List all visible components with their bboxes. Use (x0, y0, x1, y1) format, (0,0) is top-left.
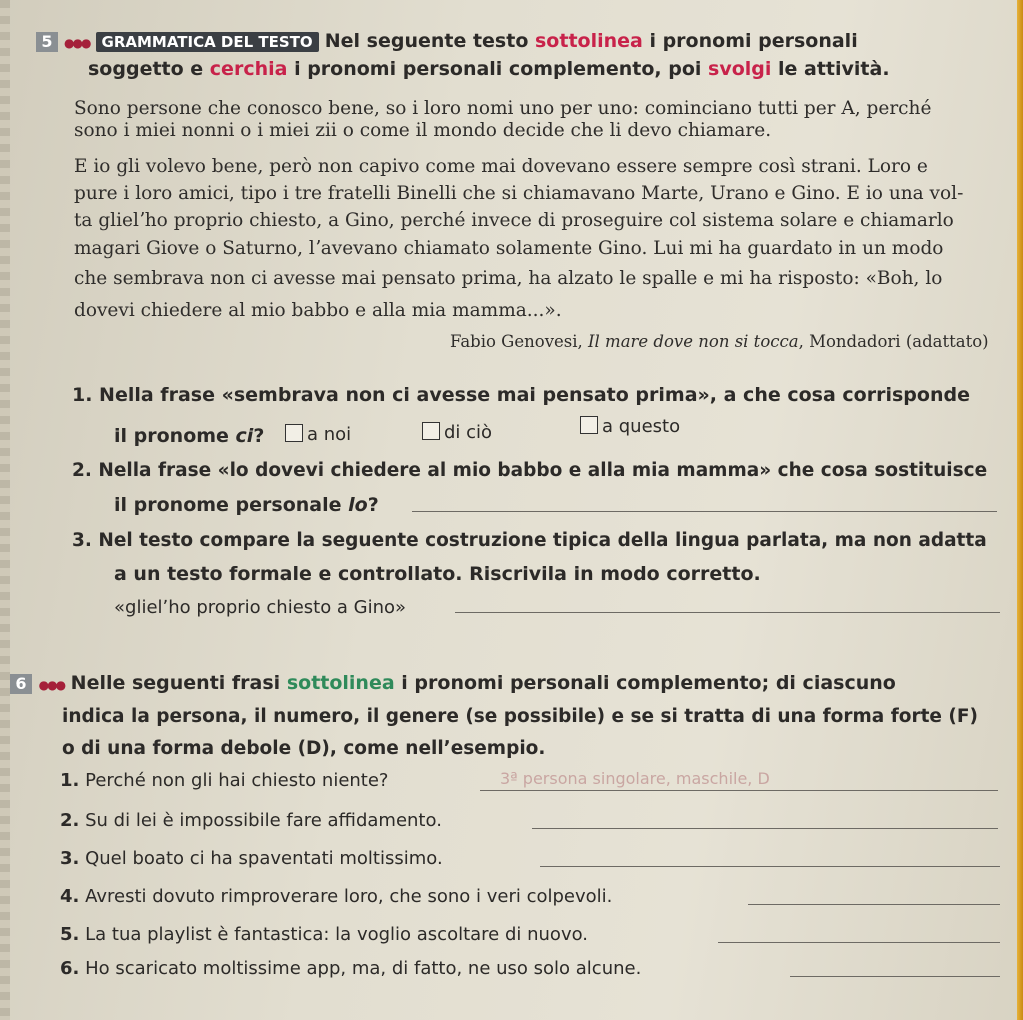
question-3-line2: a un testo formale e controllato. Riscrivila in modo corretto. (114, 563, 761, 585)
ex6-number: 6 (10, 674, 32, 694)
answer-line-item-1[interactable] (480, 790, 998, 791)
question-2: 2. Nella frase «lo dovevi chiedere al mio babbo e alla mia mamma» che cosa sostituisce (72, 460, 988, 481)
ex6-header (10, 672, 896, 694)
item-text: Perché non gli hai chiesto niente? (85, 770, 389, 791)
level-dots-icon: ●●● (38, 678, 65, 692)
ex6-instruction: Nelle seguenti frasi (64, 672, 287, 694)
q3-quote: «glielʼho proprio chiesto a Gino» (114, 597, 407, 618)
checkbox-icon[interactable] (285, 424, 303, 442)
passage-line: sono i miei nonni o i miei zii o come il mondo decide che li devo chiamare. (74, 120, 772, 141)
option-a-questo[interactable] (580, 416, 680, 437)
item-5 (60, 924, 588, 945)
level-dots-icon: ●●● (64, 36, 90, 50)
answer-line-item-5[interactable] (718, 942, 1000, 943)
item-text: La tua playlist è fantastica: la voglio ascoltare di nuovo. (85, 924, 589, 945)
item-text: Ho scaricato moltissime app, ma, di fatto, ne uso solo alcune. (85, 958, 642, 979)
keyword-svolgi: svolgi (708, 58, 772, 80)
passage-line: dovevi chiedere al mio babbo e alla mia mamma...». (74, 300, 562, 321)
item-number: 3. (60, 848, 80, 869)
option-a-noi[interactable] (285, 424, 351, 445)
source-publisher: , Mondadori (adattato) (798, 332, 989, 351)
source-author: Fabio Genovesi, (450, 332, 589, 351)
example-answer: 3ª persona singolare, maschile, D (500, 769, 770, 788)
option-di-cio[interactable] (422, 422, 492, 443)
item-text: Avresti dovuto rimproverare loro, che sono i veri colpevoli. (85, 886, 613, 907)
ex5-header (36, 30, 858, 52)
item-number: 6. (60, 958, 80, 979)
item-text: Su di lei è impossibile fare affidamento. (85, 810, 442, 831)
ex6-instruction-cont: i pronomi personali complemento; di ciascuno (394, 672, 896, 694)
q2-pronoun: lo (348, 494, 368, 516)
ex5-instruction-cont: i pronomi personali (642, 30, 858, 52)
spiral-binding (0, 0, 10, 1020)
answer-line-item-3[interactable] (540, 866, 1000, 867)
passage-line: pure i loro amici, tipo i tre fratelli Binelli che si chiamavano Marte, Urano e Gino. E io una vol- (74, 183, 964, 204)
item-number: 4. (60, 886, 80, 907)
checkbox-icon[interactable] (580, 416, 598, 434)
pencil-edge (1017, 0, 1023, 1020)
source-citation (450, 332, 989, 351)
question-1: 1. Nella frase «sembrava non ci avesse mai pensato prima», a che cosa corrisponde (72, 384, 970, 406)
passage-line: ta glielʼho proprio chiesto, a Gino, perché invece di proseguire col sistema solare e chiamarlo (74, 210, 954, 231)
passage-line: che sembrava non ci avesse mai pensato prima, ha alzato le spalle e mi ha risposto: «Boh, lo (74, 268, 943, 289)
grammar-tag: GRAMMATICA DEL TESTO (96, 32, 319, 52)
answer-line-item-4[interactable] (748, 904, 1000, 905)
item-2 (60, 810, 442, 831)
ex6-instruction-line2: indica la persona, il numero, il genere (se possibile) e se si tratta di una forma forte (F) (62, 706, 978, 727)
item-number: 5. (60, 924, 80, 945)
source-title: Il mare dove non si tocca (588, 332, 799, 351)
option-label: a noi (307, 424, 352, 445)
answer-line-q2[interactable] (412, 511, 997, 512)
item-3 (60, 848, 443, 869)
passage-line: Sono persone che conosco bene, so i loro nomi uno per uno: cominciano tutti per A, perché (74, 98, 932, 119)
q1-pronoun: ci (235, 425, 254, 447)
ex5-instruction: Nel seguente testo (324, 30, 535, 52)
ex5-instr-part: i pronomi personali complemento, poi (287, 58, 709, 80)
ex6-instruction-line3: o di una forma debole (D), come nellʼesempio. (62, 738, 546, 759)
passage-line: magari Giove o Saturno, lʼavevano chiamato solamente Gino. Lui mi ha guardato in un modo (74, 238, 944, 259)
option-label: a questo (602, 416, 681, 437)
ex5-instr-part: soggetto e (88, 58, 210, 80)
q1-qmark: ? (253, 425, 265, 447)
keyword-sottolinea: sottolinea (535, 30, 643, 52)
answer-line-item-2[interactable] (532, 828, 998, 829)
item-4 (60, 886, 612, 907)
question-2-line2 (114, 494, 379, 516)
passage-line: E io gli volevo bene, però non capivo come mai dovevano essere sempre così strani. Loro e (74, 156, 928, 177)
q2-qmark: ? (367, 494, 379, 516)
checkbox-icon[interactable] (422, 422, 440, 440)
answer-line-item-6[interactable] (790, 976, 1000, 977)
q2-text: il pronome personale (114, 494, 349, 516)
item-1 (60, 770, 389, 791)
item-text: Quel boato ci ha spaventati moltissimo. (85, 848, 443, 869)
question-3: 3. Nel testo compare la seguente costruzione tipica della lingua parlata, ma non adatta (72, 530, 987, 551)
item-6 (60, 958, 641, 979)
q1-text: il pronome (114, 425, 236, 447)
ex5-instr-part: le attività. (771, 58, 890, 80)
question-1-line2 (114, 425, 264, 447)
item-number: 1. (60, 770, 80, 791)
keyword-sottolinea: sottolinea (286, 672, 395, 694)
ex5-instruction-line2 (88, 58, 890, 80)
option-label: di ciò (444, 422, 493, 443)
item-number: 2. (60, 810, 80, 831)
ex5-number: 5 (36, 32, 58, 52)
keyword-cerchia: cerchia (209, 58, 288, 80)
answer-line-q3[interactable] (455, 612, 1000, 613)
